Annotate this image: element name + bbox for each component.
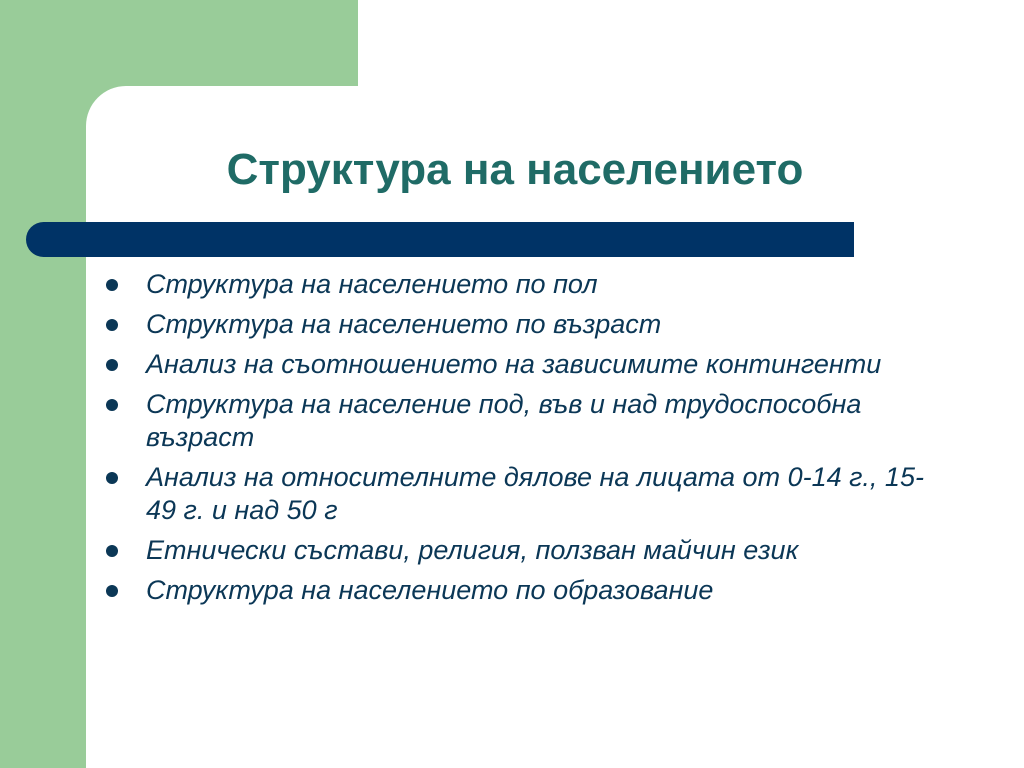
bullet-icon [106,399,118,411]
bullet-text: Структура на населението по образование [146,575,714,605]
bullet-text: Структура на населението по възраст [146,309,662,339]
bullet-text: Структура на населението по пол [146,269,598,299]
bullet-icon [106,585,118,597]
bullet-text: Анализ на съотношението на зависимите контингенти [146,349,882,379]
bullet-icon [106,359,118,371]
slide-title: Структура на населението [226,145,804,194]
bullet-icon [106,545,118,557]
bullet-item [104,574,934,607]
title-underline-bar [26,222,854,257]
bullet-list [104,268,934,614]
bullet-icon [106,319,118,331]
bullet-text: Етнически състави, религия, ползван майчин език [146,535,799,565]
bullet-icon [106,472,118,484]
bullet-item [104,534,934,567]
bullet-icon [106,279,118,291]
bullet-item [104,388,934,454]
bullet-item [104,268,934,301]
bullet-text: Структура на население под, във и над трудоспособна възраст [146,389,862,452]
bullet-text: Анализ на относителните дялове на лицата от 0-14 г., 15-49 г. и над 50 г [146,462,924,525]
bullet-item [104,308,934,341]
bullet-item [104,461,934,527]
bullet-item [104,348,934,381]
